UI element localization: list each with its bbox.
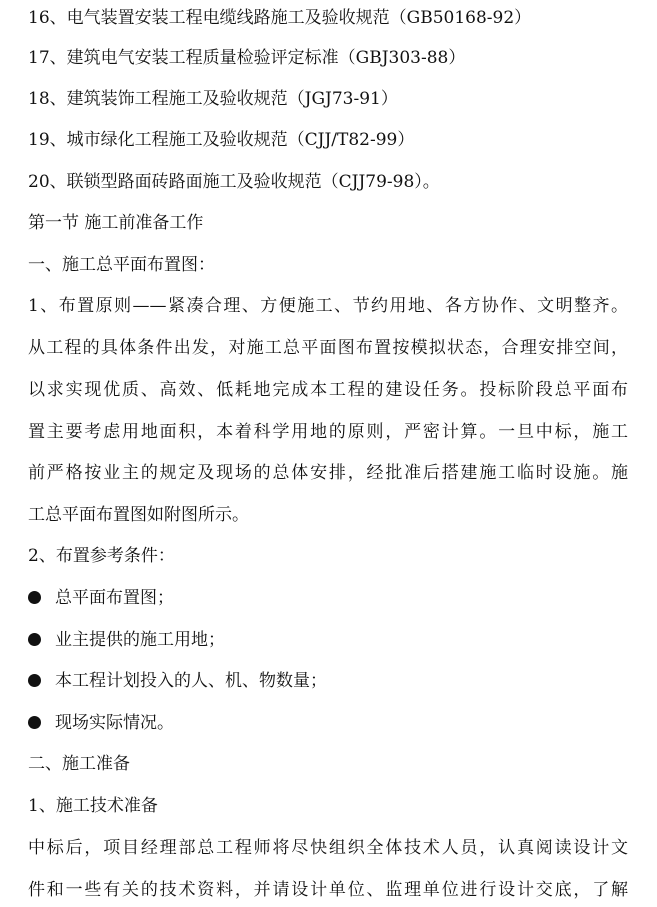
paragraph-line: 从工程的具体条件出发，对施工总平面图布置按模拟状态，合理安排空间，	[28, 338, 628, 358]
bullet-item	[28, 712, 629, 734]
bullet-text: 本工程计划投入的人、机、物数量；	[55, 671, 327, 691]
bullet-dot-icon	[28, 716, 41, 729]
paragraph-line: 工总平面布置图如附图所示。	[28, 505, 249, 525]
bullet-item	[28, 587, 629, 609]
tech-prep-heading: 1、施工技术准备	[28, 796, 158, 816]
reference-heading: 2、布置参考条件：	[28, 546, 175, 566]
paragraph-line: 件和一些有关的技术资料，并请设计单位、监理单位进行设计交底，了解	[28, 880, 628, 900]
standard-item: 16、电气装置安装工程电缆线路施工及验收规范（GB50168-92）	[28, 8, 532, 28]
standard-item: 19、城市绿化工程施工及验收规范（CJJ/T82-99）	[28, 130, 415, 150]
bullet-dot-icon	[28, 633, 41, 646]
paragraph-line: 中标后，项目经理部总工程师将尽快组织全体技术人员，认真阅读设计文	[28, 838, 628, 858]
paragraph-line: 前严格按业主的规定及现场的总体安排，经批准后搭建施工临时设施。施	[28, 463, 628, 483]
section-title: 第一节 施工前准备工作	[28, 213, 204, 233]
bullet-dot-icon	[28, 674, 41, 687]
bullet-text: 总平面布置图；	[55, 588, 174, 608]
paragraph-line: 1、布置原则——紧凑合理、方便施工、节约用地、各方协作、文明整齐。	[28, 296, 628, 316]
subsection-heading: 二、施工准备	[28, 754, 130, 774]
bullet-text: 业主提供的施工用地；	[55, 630, 225, 650]
subsection-heading: 一、施工总平面布置图：	[28, 255, 215, 275]
paragraph-line: 置主要考虑用地面积，本着科学用地的原则，严密计算。一旦中标，施工	[28, 422, 628, 442]
standard-item: 20、联锁型路面砖路面施工及验收规范（CJJ79-98）。	[28, 172, 440, 192]
standard-item: 18、建筑装饰工程施工及验收规范（JGJ73-91）	[28, 89, 398, 109]
bullet-item	[28, 629, 629, 651]
standard-item: 17、建筑电气安装工程质量检验评定标准（GBJ303-88）	[28, 48, 466, 68]
paragraph-line: 以求实现优质、高效、低耗地完成本工程的建设任务。投标阶段总平面布	[28, 380, 628, 400]
bullet-dot-icon	[28, 591, 41, 604]
bullet-text: 现场实际情况。	[55, 713, 174, 733]
bullet-item	[28, 670, 629, 692]
